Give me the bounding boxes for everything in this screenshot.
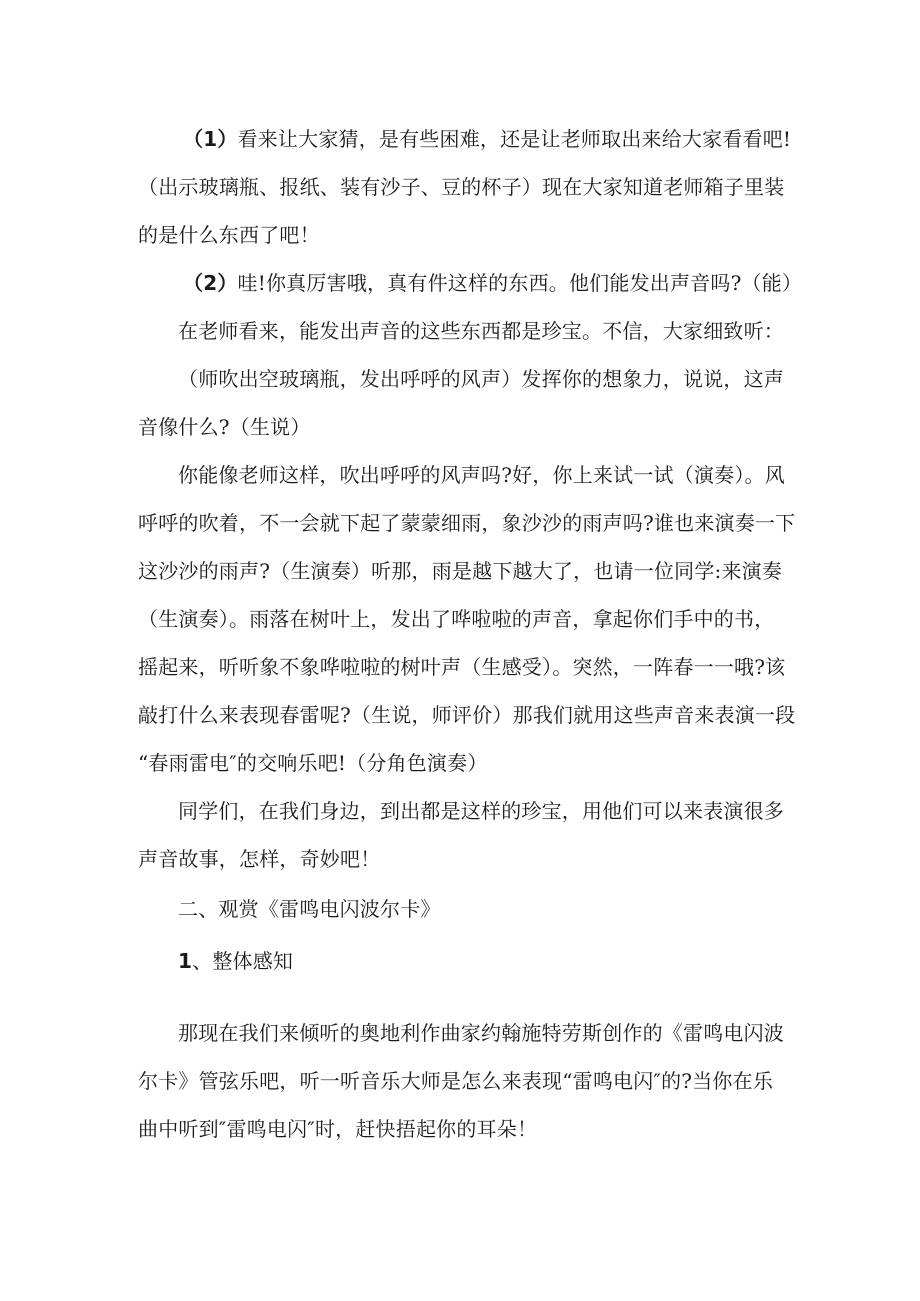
line-text: 这沙沙的雨声?（生演奏）听那，雨是越下越大了，也请一位同学:来演奏 bbox=[138, 559, 783, 583]
line-text: 看来让大家猜，是有些困难，还是让老师取出来给大家看看吧! bbox=[237, 127, 792, 151]
paragraph-line bbox=[138, 509, 795, 537]
line-text: 声音故事，怎样，奇妙吧！ bbox=[138, 847, 381, 871]
paragraph-line bbox=[178, 797, 784, 825]
paragraph-line bbox=[138, 605, 774, 633]
paragraph-line bbox=[138, 701, 795, 729]
line-text: （出示玻璃瓶、报纸、装有沙子、豆的杯子）现在大家知道老师箱子里装 bbox=[138, 175, 785, 199]
line-text: 敲打什么来表现春雷呢?（生说，师评价）那我们就用这些声音来表演一段 bbox=[138, 703, 796, 727]
paragraph-line bbox=[178, 461, 785, 489]
line-text: 同学们，在我们身边，到出都是这样的珍宝，用他们可以来表演很多 bbox=[178, 799, 784, 823]
section-heading bbox=[178, 895, 441, 923]
line-text: 在老师看来，能发出声音的这些东西都是珍宝。不信，大家细致听： bbox=[178, 319, 784, 343]
line-text: 曲中听到″雷鸣电闪″时，赶快捂起你的耳朵！ bbox=[138, 1117, 538, 1141]
item-number: （1） bbox=[183, 127, 238, 151]
line-text: “春雨雷电″的交响乐吧!（分角色演奏） bbox=[138, 751, 488, 775]
line-text: 那现在我们来倾听的奥地利作曲家约翰施特劳斯创作的《雷鸣电闪波 bbox=[178, 1021, 784, 1045]
heading-text: 二、观赏《雷鸣电闪波尔卡》 bbox=[178, 897, 441, 921]
line-text: 的是什么东西了吧！ bbox=[138, 223, 320, 247]
paragraph-line bbox=[178, 1019, 784, 1047]
paragraph-line bbox=[138, 749, 488, 777]
paragraph-line bbox=[178, 317, 784, 345]
item-number: （2） bbox=[183, 271, 238, 295]
paragraph-line bbox=[138, 557, 782, 585]
line-text: （生演奏）。雨落在树叶上，发出了哗啦啦的声音，拿起你们手中的书， bbox=[138, 607, 775, 631]
line-text: （师吹出空玻璃瓶，发出呼呼的风声）发挥你的想象力，说说，这声 bbox=[178, 367, 784, 391]
paragraph-line bbox=[138, 1115, 537, 1143]
paragraph-line bbox=[138, 845, 380, 873]
line-text: 尔卡》管弦乐吧，听一听音乐大师是怎么来表现“雷鸣电闪″的?当你在乐 bbox=[138, 1069, 774, 1093]
paragraph-line bbox=[178, 365, 784, 393]
paragraph-line bbox=[183, 125, 791, 153]
paragraph-line bbox=[138, 413, 311, 441]
paragraph-line bbox=[138, 221, 320, 249]
paragraph-line bbox=[183, 269, 802, 297]
line-text: 音像什么?（生说） bbox=[138, 415, 311, 439]
subsection-heading bbox=[178, 947, 293, 975]
line-text: 呼呼的吹着，不一会就下起了蒙蒙细雨，象沙沙的雨声吗?谁也来演奏一下 bbox=[138, 511, 796, 535]
heading-text: 、整体感知 bbox=[192, 949, 294, 973]
paragraph-line bbox=[138, 173, 784, 201]
line-text: 摇起来，听听象不象哗啦啦的树叶声（生感受）。突然，一阵春一一哦?该 bbox=[138, 655, 786, 679]
line-text: 哇!你真厉害哦，真有件这样的东西。他们能发出声音吗?（能） bbox=[237, 271, 803, 295]
heading-number: 1 bbox=[178, 949, 193, 973]
paragraph-line bbox=[138, 653, 785, 681]
line-text: 你能像老师这样，吹出呼呼的风声吗?好，你上来试一试（演奏）。风 bbox=[178, 463, 785, 487]
paragraph-line bbox=[138, 1067, 773, 1095]
